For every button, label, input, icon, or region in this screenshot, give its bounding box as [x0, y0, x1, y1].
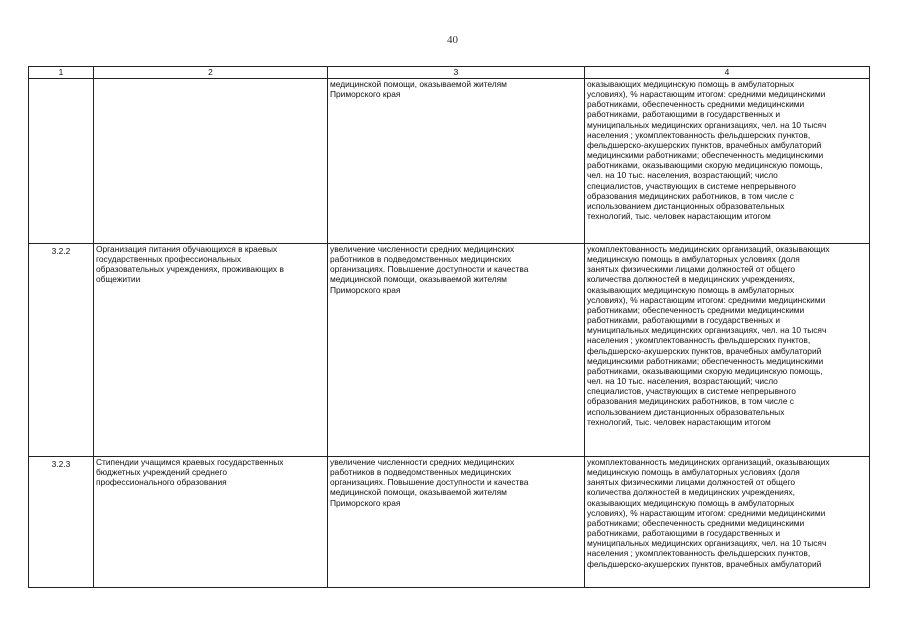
- indicator-cell: оказывающих медицинскую помощь в амбулаторных условиях), % нарастающим итогом: средними медицинскими работниками, обеспеченность средними медицинскими работниками, работающими в государственных и муниципальных медицинских организациях, чел. на 10 тысяч населения ; укомплектованность фельдшерских пунктов, фельдшерско-акушерских пунктов, врачебных амбулаторий медицинскими работниками; обеспеченность медицинскими работниками, оказывающими скорую медицинскую помощь, чел. на 10 тыс. населения, возрастающий; число специалистов, участвующих в системе непрерывного образования медицинских работников, в том числе с использованием дистанционных образовательных технологий, тыс. человек нарастающим итогом: [585, 79, 870, 244]
- table-row: [29, 79, 870, 244]
- result-cell: медицинской помощи, оказываемой жителям Приморского края: [328, 79, 585, 244]
- row-number: [29, 79, 94, 244]
- page-number: 40: [447, 34, 458, 46]
- program-activities-table: [28, 66, 870, 588]
- table-header-row: [29, 67, 870, 79]
- indicator-cell: укомплектованность медицинских организаций, оказывающих медицинскую помощь в амбулаторных условиях (доля занятых физическими лицами должностей от общего количества должностей в медицинских учреждениях, оказывающих медицинскую помощь в амбулаторных условиях), % нарастающим итогом: средними медицинскими работниками; обеспеченность средними медицинскими работниками, работающими в государственных и муниципальных медицинских организациях, чел. на 10 тысяч населения ; укомплектованность фельдшерских пунктов, фельдшерско-акушерских пунктов, врачебных амбулаторий медицинскими работниками; обеспеченность медицинскими работниками, оказывающими скорую медицинскую помощь, чел. на 10 тыс. населения, возрастающий; число специалистов, участвующих в системе непрерывного образования медицинских работников, в том числе с использованием дистанционных образовательных технологий, тыс. человек нарастающим итогом: [585, 244, 870, 457]
- indicator-cell: укомплектованность медицинских организаций, оказывающих медицинскую помощь в амбулаторных условиях (доля занятых физическими лицами должностей от общего количества должностей в медицинских учреждениях, оказывающих медицинскую помощь в амбулаторных условиях), % нарастающим итогом: средними медицинскими работниками; обеспеченность средними медицинскими работниками, работающими в государственных и муниципальных медицинских организациях, чел. на 10 тысяч населения ; укомплектованность фельдшерских пунктов, фельдшерско-акушерских пунктов, врачебных амбулаторий: [585, 457, 870, 588]
- column-header-3: 3: [328, 67, 585, 79]
- table-row: [29, 244, 870, 457]
- column-header-2: 2: [94, 67, 328, 79]
- activity-cell: [94, 79, 328, 244]
- column-header-1: 1: [29, 67, 94, 79]
- activity-cell: Организация питания обучающихся в краевых государственных профессиональных образовательных учреждениях, проживающих в общежитии: [94, 244, 328, 457]
- activity-cell: Стипендии учащимся краевых государственных бюджетных учреждений среднего профессионального образования: [94, 457, 328, 588]
- column-header-4: 4: [585, 67, 870, 79]
- row-number: 3.2.3: [29, 457, 94, 588]
- result-cell: увеличение численности средних медицинских работников в подведомственных медицинских организациях. Повышение доступности и качества медицинской помощи, оказываемой жителям Приморского края: [328, 244, 585, 457]
- result-cell: увеличение численности средних медицинских работников в подведомственных медицинских организациях. Повышение доступности и качества медицинской помощи, оказываемой жителям Приморского края: [328, 457, 585, 588]
- table-row: [29, 457, 870, 588]
- row-number: 3.2.2: [29, 244, 94, 457]
